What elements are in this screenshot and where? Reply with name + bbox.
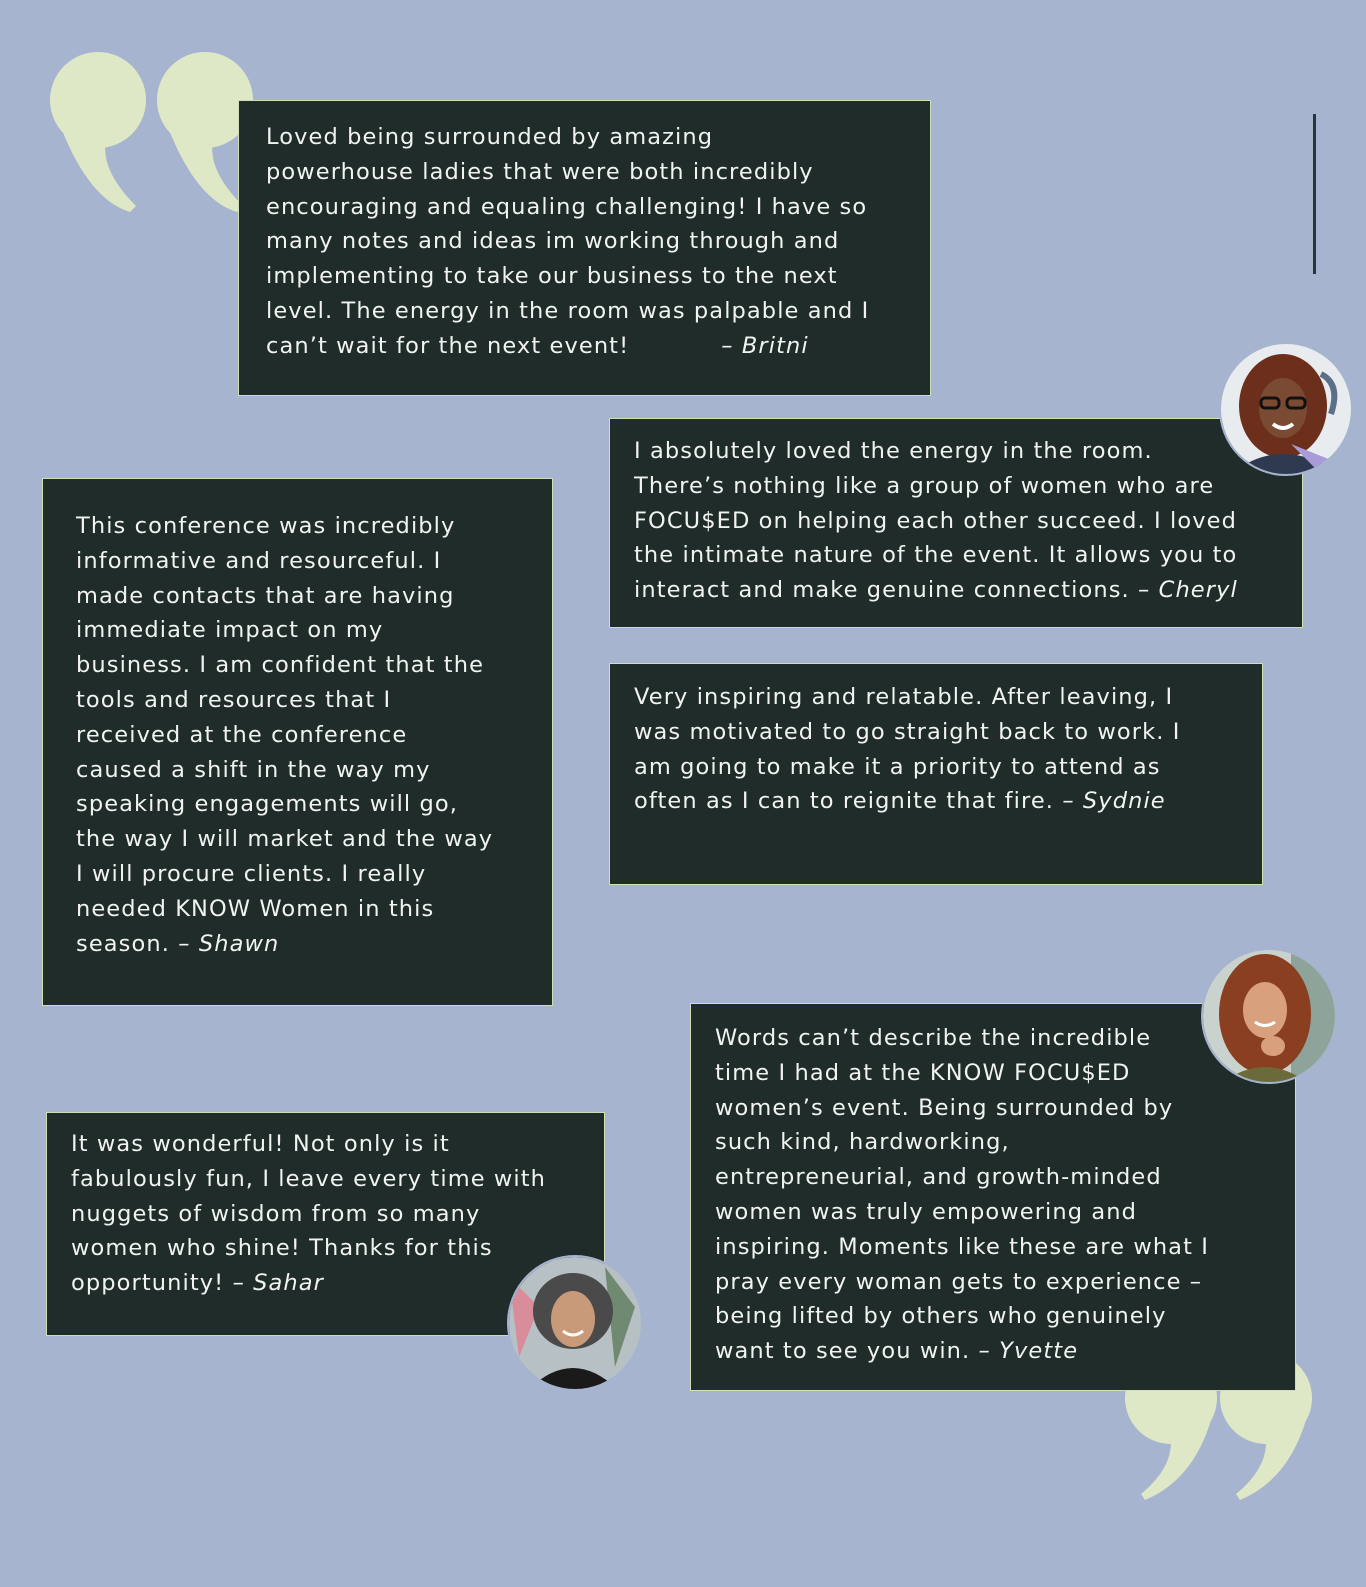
testimonial-author: – Shawn [169,930,280,957]
avatar-sahar [507,1255,643,1391]
testimonial-text: Very inspiring and relatable. After leaving, I was motivated to go straight back to work. I am going to make it a priority to attend as often as I can to reignite that fire. [634,684,1181,815]
testimonial-author: – Cheryl [1129,577,1238,604]
testimonial-card-yvette [690,1003,1296,1391]
vertical-divider [1313,114,1316,274]
testimonial-author: – Sydnie [1054,788,1166,815]
avatar-yvette [1201,948,1337,1084]
testimonial-text: It was wonderful! Not only is it fabulously fun, I leave every time with nuggets of wisdom from so many women who shine! Thanks for this opportunity! [71,1131,547,1297]
testimonial-text: Loved being surrounded by amazing powerhouse ladies that were both incredibly encouraging and equaling challenging! I have so many notes and ideas im working through and implementing to take our business to the next level. The energy in the room was palpable and I can’t wait for the next event! [266,124,870,359]
testimonial-card-sydnie [609,663,1263,885]
open-quote-icon [50,50,260,215]
testimonial-card-cheryl [609,418,1303,628]
testimonial-text: I absolutely loved the energy in the room. There’s nothing like a group of women who are FOCU$ED on helping each other succeed. I loved the intimate nature of the event. It allows you to interact and make genuine connections. [634,438,1238,604]
testimonial-card-britni [238,100,931,396]
testimonial-card-shawn [42,478,553,1006]
testimonial-author: – Yvette [970,1338,1079,1365]
testimonial-author: – Sahar [224,1270,325,1297]
testimonial-text: This conference was incredibly informative and resourceful. I made contacts that are having immediate impact on my business. I am confident that the tools and resources that I received at the conference caused a shift in the way my speaking engagements will go, the way I will market and the way I will procure clients. I really needed KNOW Women in this season. [76,513,494,957]
avatar-cheryl [1219,342,1353,476]
testimonial-author: – Britni [721,332,809,359]
testimonial-text: Words can’t describe the incredible time I had at the KNOW FOCU$ED women’s event. Being surrounded by such kind, hardworking, entrepreneurial, and growth-minded women was truly empowering and inspiring. Moments like these are what I pray every woman gets to experience – being lifted by others who genuinely want to see you win. [715,1025,1209,1365]
